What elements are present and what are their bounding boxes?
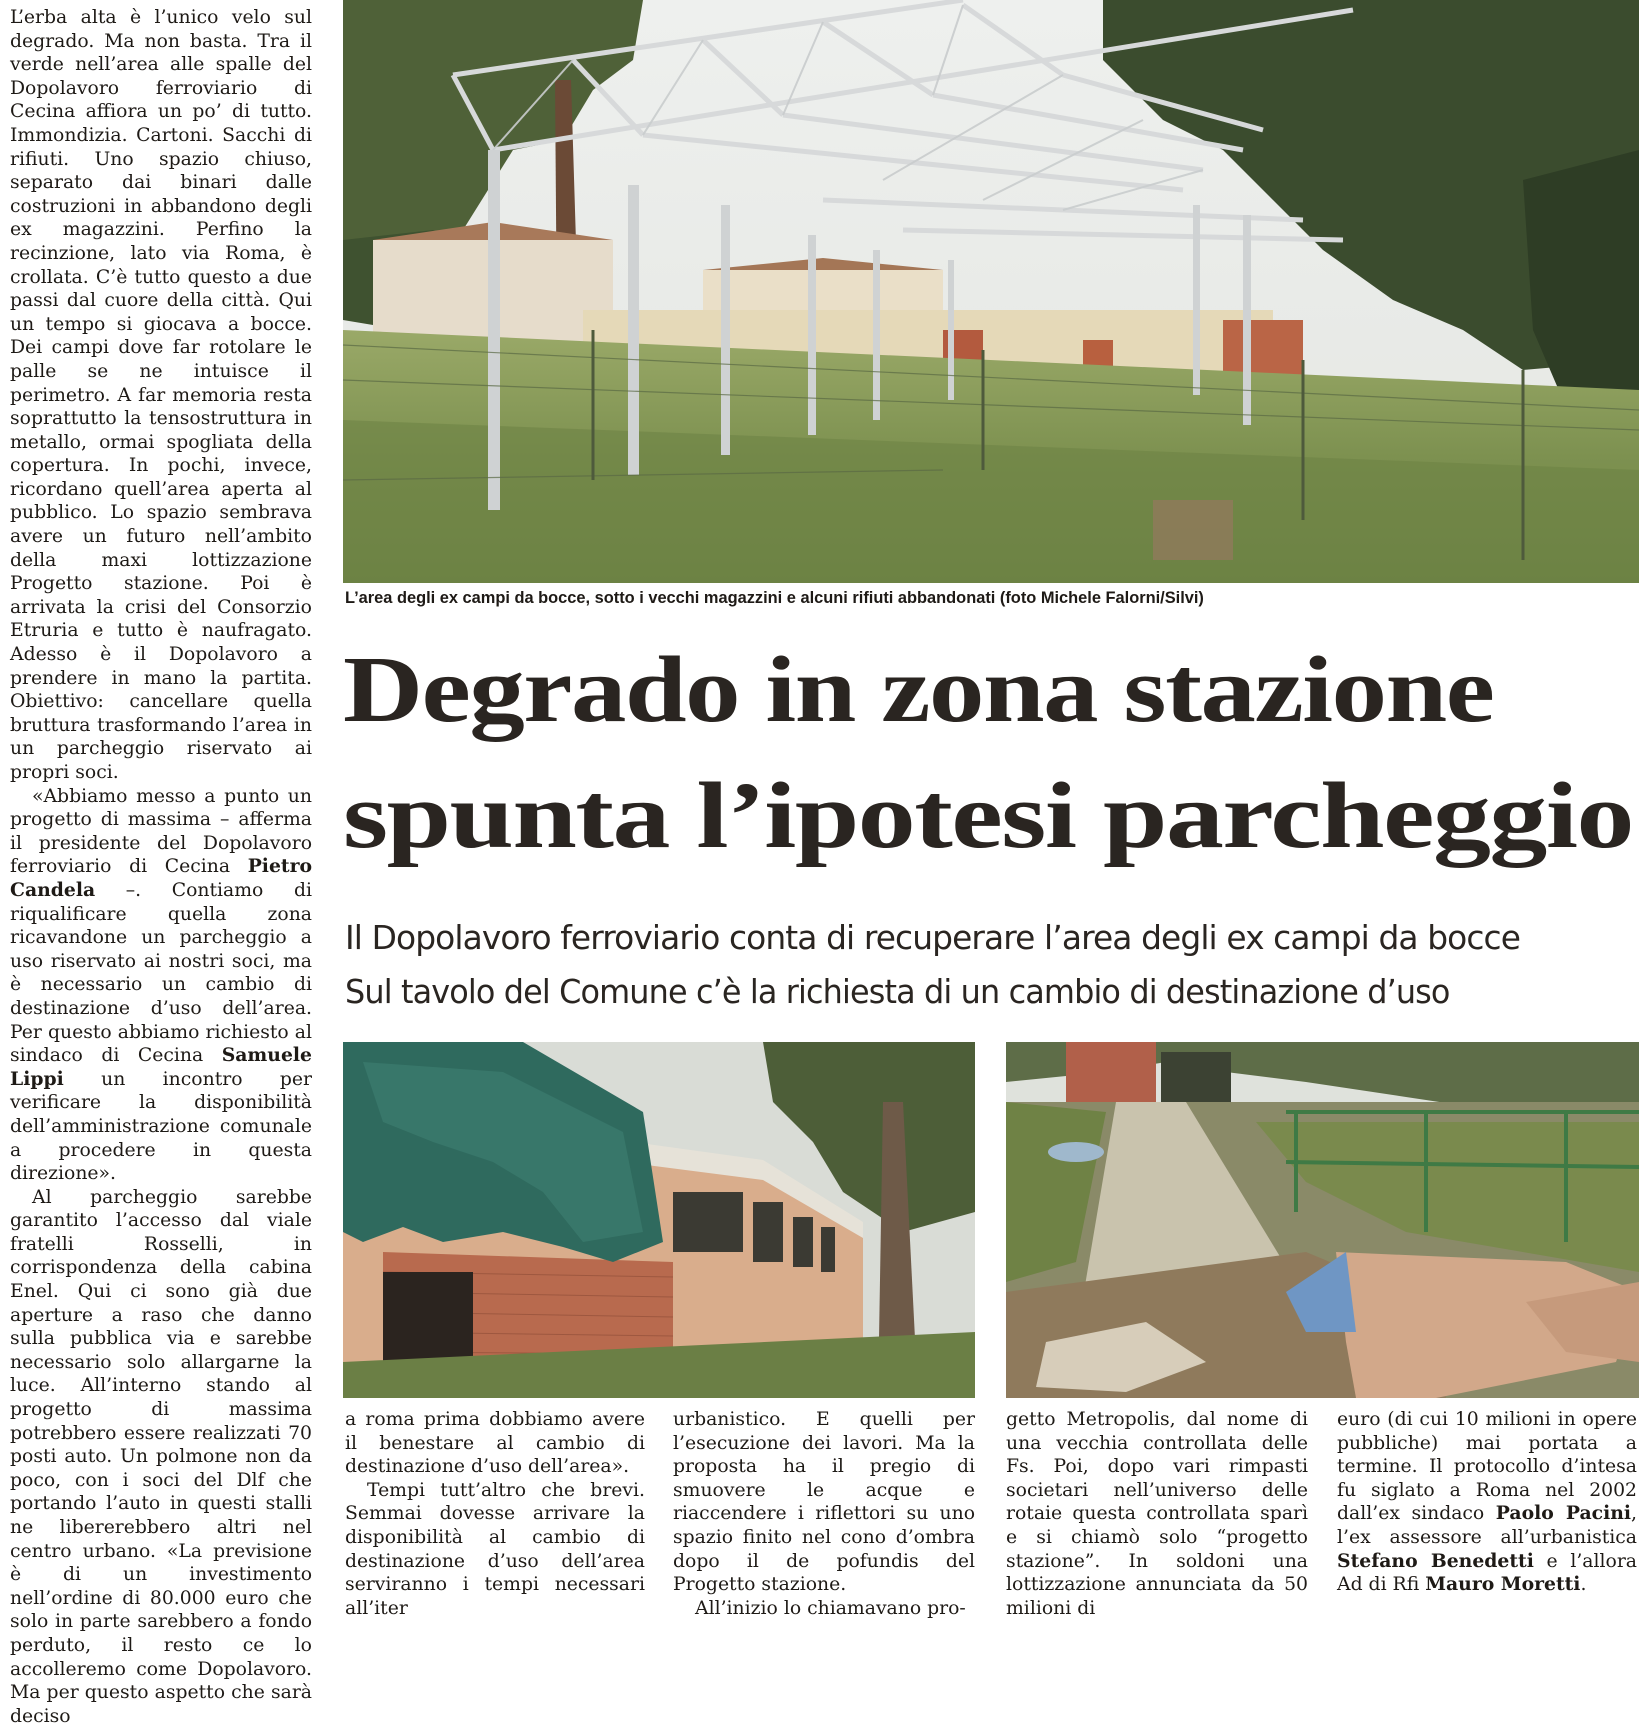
paragraph: Tempi tutt’altro che brevi. Semmai dovesse arrivare la disponibilità al cambio di destinazione d’uso dell’area serviranno i tempi necessari all’iter [345, 1479, 645, 1619]
paragraph: a roma prima dobbiamo avere il benestare al cambio di destinazione d’uso dell’area». [345, 1409, 645, 1478]
article-column-bottom-2 [673, 1408, 975, 1622]
paragraph: All’inizio lo chiamavano pro- [695, 1597, 966, 1619]
headline-line-1: Degrado in zona stazione [343, 638, 1494, 742]
paragraph: urbanistico. E quelli per l’esecuzione dei lavori. Ma la proposta ha il pregio di smuovere le acque e riaccendere i riflettori su uno spazio finito nel cono d’ombra dopo il de pofundis del Progetto stazione. [673, 1409, 975, 1596]
article-column-bottom-1 [345, 1408, 645, 1622]
paragraph: euro (di cui 10 milioni in opere pubbliche) mai portata a termine. Il protocollo d’intesa fu siglato a Roma nel 2002 dall’ex sindaco Paolo Pacini, l’ex assessore all’urbanistica Stefano Benedetti e l’allora Ad di Rfi Mauro Moretti. [1337, 1409, 1637, 1596]
person-name: Paolo Pacini [1495, 1502, 1632, 1525]
subheadline-line-2: Sul tavolo del Comune c’è la richiesta di un cambio di destinazione d’uso [345, 972, 1450, 1011]
person-name: Pietro Candela [10, 855, 312, 901]
paragraph: getto Metropolis, dal nome di una vecchia controllata delle Fs. Poi, dopo vari rimpasti societari nell’universo delle rotaie questa controllata sparì e si chiamò solo “progetto stazione”. In soldoni una lottizzazione annunciata da 50 milioni di [1006, 1409, 1308, 1619]
photo-caption: L’area degli ex campi da bocce, sotto i vecchi magazzini e alcuni rifiuti abbandonati (foto Michele Falorni/Silvi) [345, 589, 1204, 607]
article-column-bottom-4 [1337, 1408, 1637, 1622]
person-name: Samuele Lippi [10, 1044, 312, 1090]
person-name: Stefano Benedetti [1337, 1549, 1534, 1572]
subheadline-line-1: Il Dopolavoro ferroviario conta di recuperare l’area degli ex campi da bocce [345, 918, 1521, 957]
paragraph: L’erba alta è l’unico velo sul degrado. Ma non basta. Tra il verde nell’area alle spalle del Dopolavoro ferroviario di Cecina affiora un po’ di tutto. Immondizia. Cartoni. Sacchi di rifiuti. Uno spazio chiuso, separato dai binari dalle costruzioni in abbandono degli ex magazzini. Perfino la recinzione, lato via Roma, è crollata. C’è tutto questo a due passi dal cuore della città. Qui un tempo si giocava a bocce. Dei campi dove far rotolare le palle se ne intuisce il perimetro. A far memoria resta soprattutto la tensostruttura in metallo, ormai spogliata della copertura. In pochi, invece, ricordano quell’area aperta al pubblico. Lo spazio sembrava avere un futuro nell’ambito della maxi lottizzazione Progetto stazione. Poi è arrivata la crisi del Consorzio Etruria e tutto è naufragato. Adesso è il Dopolavoro a prendere in mano la partita. Obiettivo: cancellare quella bruttura trasformando l’area in un parcheggio riservato ai propri soci. [10, 7, 312, 783]
paragraph: Al parcheggio sarebbe garantito l’accesso dal viale fratelli Rosselli, in corrispondenza della cabina Enel. Qui ci sono già due aperture a raso che danno sulla pubblica via e sarebbe necessario solo allargarne la luce. All’interno stando al progetto di massima potrebbero essere realizzati 70 posti auto. Un polmone non da poco, con i soci del Dlf che portando l’auto in questi stalli ne libererebbero altri nel centro urbano. «La previsione è di un investimento nell’ordine di 80.000 euro che solo in parte sarebbero a fondo perduto, il resto ce lo accolleremo come Dopolavoro. Ma per questo aspetto che sarà deciso [10, 1186, 312, 1727]
headline-line-2: spunta l’ipotesi parcheggio [343, 764, 1633, 868]
person-name: Mauro Moretti [1425, 1573, 1581, 1596]
paragraph: «Abbiamo messo a punto un progetto di massima – afferma il presidente del Dopolavoro ferroviario di Cecina Pietro Candela –. Contiamo di riqualificare quella zona ricavandone un parcheggio a uso riservato ai nostri soci, ma è necessario un cambio di destinazione d’uso dell’area. Per questo abbiamo richiesto al sindaco di Cecina Samuele Lippi un incontro per verificare la disponibilità dell’amministrazione comunale a procedere in questa direzione». [10, 785, 312, 1185]
article-column-left [10, 6, 312, 1727]
building-photo [343, 1042, 975, 1398]
path-photo [1006, 1042, 1639, 1398]
article-column-bottom-3 [1006, 1408, 1308, 1622]
main-photo [343, 0, 1639, 583]
